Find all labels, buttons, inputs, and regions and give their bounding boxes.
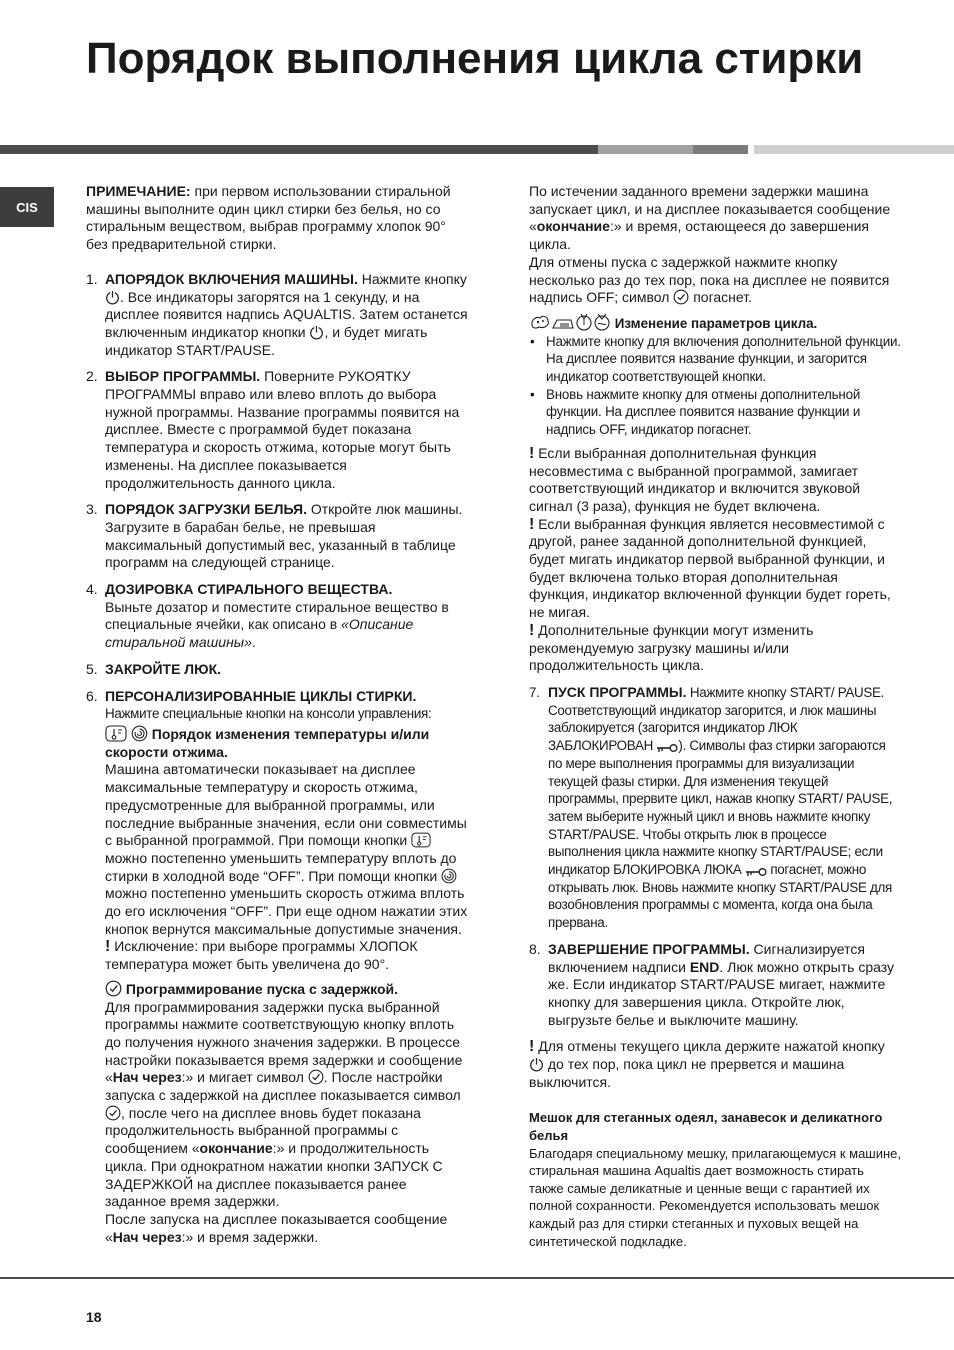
- step-7: 7. ПУСК ПРОГРАММЫ. Нажмите кнопку START/ PAUSE. Соответствующий индикатор загорится, и люк машины заблокируется (загорится индикатор ЛЮК ЗАБЛОКИРОВАН ). Символы фаз стирки загораются по мере выполнения программы для визуализации текущей фазы стирки. Для изменения текущей программы, прервите цикл, нажав кнопку START/ PAUSE, затем выберите нужный цикл и вновь нажмите кнопку START/PAUSE. Чтобы открыть люк в процессе выполнения цикла нажмите кнопку START/PAUSE; если индикатор БЛОКИРОВКА ЛЮКА погаснет, можно открывать люк. Вновь нажмите кнопку START/PAUSE для возобновления программы с момента, когда она была прервана.: [529, 683, 893, 931]
- bag-text: Благодаря специальному мешку, прилагающемуся к машине, стиральная машина Aqualtis дает возможность стирать также самые деликатные и ценные вещи с гарантией их полной сохранности. Рекомендуется использовать мешок каждый раз для стирки стеганных и пуховых вещей на синтетической подкладке.: [529, 1145, 902, 1249]
- power-icon: [529, 1057, 544, 1072]
- footer-rule: [0, 1277, 954, 1279]
- lock-key-icon: [656, 743, 678, 753]
- header-rule: [693, 145, 748, 154]
- spin-icon: [131, 725, 148, 742]
- header-rule: [0, 145, 598, 154]
- temperature-icon: [411, 832, 431, 848]
- language-tab: CIS: [0, 187, 54, 227]
- easy-iron-icon: [575, 313, 593, 331]
- delay-icon: [308, 1069, 324, 1085]
- rinse-icon: [593, 313, 611, 331]
- delay-icon: [105, 980, 122, 997]
- delay-icon: [105, 1105, 121, 1121]
- step-3: 3. ПОРЯДОК ЗАГРУЗКИ БЕЛЬЯ. Откройте люк машины. Загрузите в барабан белье, не превышая максимальный допустимый вес, указанный в таблице программ на следующей странице.: [86, 501, 463, 571]
- lock-key-icon: [745, 867, 767, 877]
- temperature-icon: [105, 725, 127, 742]
- delay-icon: [673, 289, 689, 305]
- step-8: 8. ЗАВЕРШЕНИЕ ПРОГРАММЫ. Сигнализируется включением надписи END. Люк можно открыть сразу же. Если индикатор START/PAUSE мигает, нажмите кнопку для завершения цикла. Откройте люк, выгрузьте белье и выключите машину.: [529, 940, 895, 1028]
- power-icon: [309, 325, 324, 340]
- left-column: [86, 183, 471, 1246]
- page-title: Порядок выполнения цикла стирки: [86, 34, 864, 83]
- power-icon: [105, 290, 120, 305]
- page-number: 18: [86, 1309, 102, 1325]
- iron-icon: [551, 315, 575, 331]
- right-column: По истечении заданного времени задержки машина запускает цикл, и на дисплее показывается сообщение «окончание:» и время, остающееся до завершения цикла. Для отмены пуска с задержкой нажмите кнопку несколько раз до тех пор, пока на дисплее не появится надпись OFF; символ погаснет. Изменение параметров цикла. • Нажмите кнопку для включения дополнительной функции. На дисплее появится название функции, и загорится индикатор соответствующей кнопки. • Вновь нажмите кнопку для отмены дополнительной функции. На дисплее появится название функции и надпись OFF, индикатор погаснет. ! Если выбранная дополнительная функция несовместима с выбранной программой, замигает соответствующий индикатор и включится звуковой сигнал (3 раза), функция не будет включена. ! Если выбранная функция является несовместимой с другой, ранее заданной дополнительной функцией, будет мигать индикатор первой выбранной функции, и будет включена только вторая дополнительная функция, индикатор включенной функции будет гореть, не мигая. ! Дополнительные функции могут изменить рекомендуемую загрузку машины и/или продолжительность цикла. 7. ПУСК ПРОГРАММЫ. Нажмите кнопку START/ PAUSE. Соответствующий индикатор загорится, и люк машины заблокируется (загорится индикатор ЛЮК ЗАБЛОКИРОВАН ). Символы фаз стирки загораются по мере выполнения программы для визуализации текущей фазы стирки. Для изменения текущей программы, прервите цикл, нажав кнопку START/ PAUSE, затем выберите нужный цикл и вновь нажмите кнопку START/PAUSE. Чтобы открыть люк в процессе выполнения цикла нажмите кнопку START/PAUSE; если индикатор БЛОКИРОВКА ЛЮКА погаснет, можно открывать люк. Вновь нажмите кнопку START/PAUSE для возобновления программы с момента, когда она была прервана. 8. ЗАВЕРШЕНИЕ ПРОГРАММЫ. Сигнализируется включением надписи END. Люк можно открыть сразу же. Если индикатор START/PAUSE мигает, нажмите кнопку для завершения цикла. Откройте люк, выгрузьте белье и выключите машину. ! Для отмены текущего цикла держите нажатой кнопку до тех пор, пока цикл не прервется и машина выключится. Мешок для стеганных одеял, занавесок и деликатного белья Благодаря специальному мешку, прилагающемуся к машине, стиральная машина Aqualtis дает возможность стирать также самые деликатные и ценные вещи с гарантией их полной сохранности. Рекомендуется использовать мешок каждый раз для стирки стеганных и пуховых вещей на синтетической подкладке.: [529, 183, 901, 1250]
- stain-icon: [529, 313, 551, 331]
- header-rule: [754, 145, 954, 154]
- note: ПРИМЕЧАНИЕ: при первом использовании стиральной машины выполните один цикл стирки без белья, но со стиральным веществом, выбрав программу хлопок 90° без предварительной стирки.: [86, 183, 451, 253]
- step-1: 1. АПОРЯДОК ВКЛЮЧЕНИЯ МАШИНЫ. Нажмите кнопку . Все индикаторы загорятся на 1 секунду, и на дисплее появится надпись AQUALTIS. Затем останется включенным индикатор кнопки , и будет мигать индикатор START/PAUSE.: [86, 270, 468, 358]
- step-5: 5. ЗАКРОЙТЕ ЛЮК.: [86, 660, 222, 677]
- step-2: 2. ВЫБОР ПРОГРАММЫ. Поверните РУКОЯТКУ ПРОГРАММЫ вправо или влево вплоть до выбора нужной программы. Название программы появится на дисплее. Вместе с программой будет показана температура и скорость отжима, которые могут быть изменены. На дисплее показывается продолжительность данного цикла.: [86, 368, 460, 491]
- spin-icon: [441, 868, 457, 884]
- header-rule: [598, 145, 693, 154]
- bag-heading: Мешок для стеганных одеял, занавесок и деликатного белья: [529, 1110, 883, 1144]
- step-6: 6. ПЕРСОНАЛИЗИРОВАННЫЕ ЦИКЛЫ СТИРКИ. Нажмите специальные кнопки на консоли управления: Порядок изменения температуры и/или скорости отжима. Машина автоматически показывает на дисплее максимальные температуру и скорость отжима, предусмотренные для выбранной программы, или последние выбранные значения, если они совместимы с выбранной программой. При помощи кнопки можно постепенно уменьшить температуру вплоть до стирки в холодной воде “OFF”. При помощи кнопки можно постепенно уменьшить скорость отжима вплоть до его исключения “OFF”. При еще одном нажатии этих кнопок вернутся максимальные допустимые значения. ! Исключение: при выборе программы ХЛОПОК температура может быть увеличена до 90°. Программирование пуска с задержкой. Для программирования задержки пуска выбранной программы нажмите соответствующую кнопку вплоть до получения нужного значения задержки. В процессе настройки показывается время задержки и сообщение «Нач через:» и мигает символ . После настройки запуска с задержкой на дисплее показывается символ , после чего на дисплее вновь будет показана продолжительность выбранной программы с сообщением «окончание:» и продолжительность цикла. При однократном нажатии кнопки ЗАПУСК С ЗАДЕРЖКОЙ на дисплее показывается ранее заданное время задержки. После запуска на дисплее показывается сообщение «Нач через:» и время задержки.: [86, 687, 468, 1245]
- step-4: 4. ДОЗИРОВКА СТИРАЛЬНОГО ВЕЩЕСТВА. Выньте дозатор и поместите стиральное вещество в специальные ячейки, как описано в «Описание стиральной машины».: [86, 581, 449, 651]
